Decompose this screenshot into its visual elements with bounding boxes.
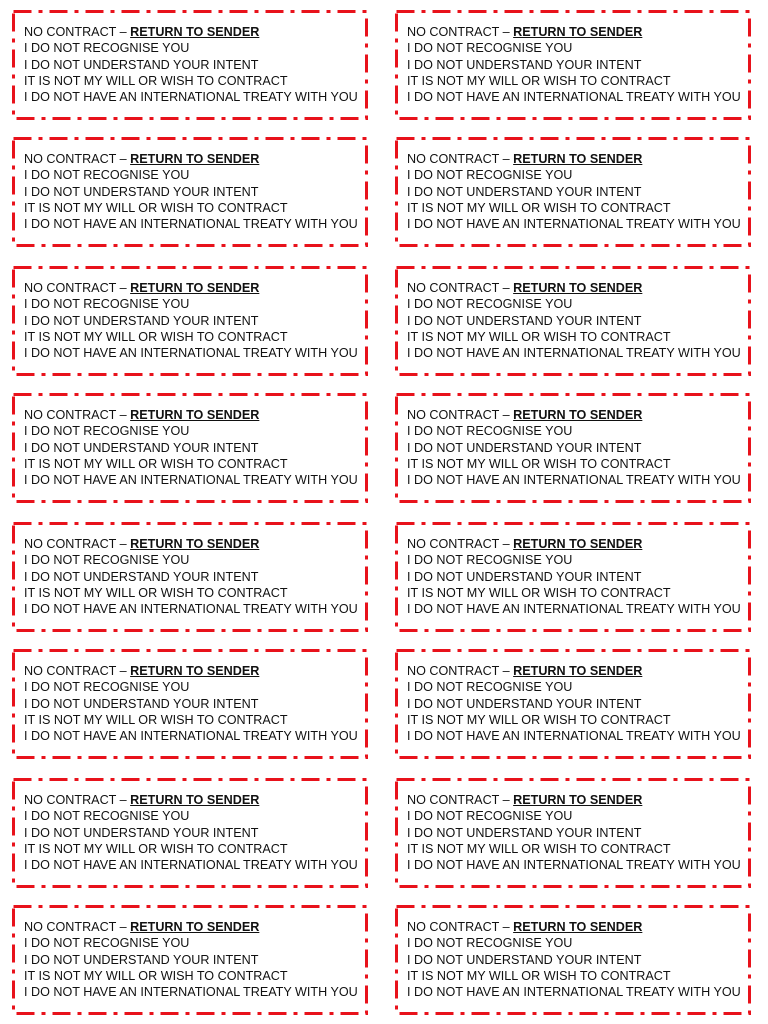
intent-line: I DO NOT UNDERSTAND YOUR INTENT	[24, 440, 259, 455]
return-to-sender-text: RETURN TO SENDER	[513, 152, 643, 166]
will-line: IT IS NOT MY WILL OR WISH TO CONTRACT	[24, 841, 288, 856]
recognise-line: I DO NOT RECOGNISE YOU	[407, 680, 573, 695]
recognise-line: I DO NOT RECOGNISE YOU	[24, 809, 190, 824]
treaty-line: I DO NOT HAVE AN INTERNATIONAL TREATY WITH YOU	[24, 729, 358, 744]
no-contract-text: NO CONTRACT –	[24, 664, 131, 678]
return-label-r7-c1	[12, 778, 368, 888]
no-contract-line	[24, 24, 368, 40]
recognise-line: I DO NOT RECOGNISE YOU	[407, 424, 573, 439]
return-to-sender-text: RETURN TO SENDER	[130, 793, 260, 807]
no-contract-text: NO CONTRACT –	[407, 537, 514, 551]
treaty-line: I DO NOT HAVE AN INTERNATIONAL TREATY WITH YOU	[407, 729, 741, 744]
treaty-line: I DO NOT HAVE AN INTERNATIONAL TREATY WITH YOU	[407, 90, 741, 105]
treaty-line: I DO NOT HAVE AN INTERNATIONAL TREATY WITH YOU	[407, 858, 741, 873]
return-to-sender-text: RETURN TO SENDER	[513, 537, 643, 551]
no-contract-line	[24, 151, 368, 167]
treaty-line: I DO NOT HAVE AN INTERNATIONAL TREATY WITH YOU	[407, 985, 741, 1000]
return-label-r5-c1	[12, 522, 368, 632]
return-label-r2-c2	[395, 137, 751, 247]
return-to-sender-text: RETURN TO SENDER	[513, 920, 643, 934]
recognise-line: I DO NOT RECOGNISE YOU	[407, 168, 573, 183]
will-line: IT IS NOT MY WILL OR WISH TO CONTRACT	[24, 456, 288, 471]
return-label-r1-c1	[12, 10, 368, 120]
return-label-r5-c2	[395, 522, 751, 632]
return-to-sender-text: RETURN TO SENDER	[513, 408, 643, 422]
intent-line: I DO NOT UNDERSTAND YOUR INTENT	[407, 313, 642, 328]
intent-line: I DO NOT UNDERSTAND YOUR INTENT	[407, 825, 642, 840]
recognise-line: I DO NOT RECOGNISE YOU	[24, 41, 190, 56]
will-line: IT IS NOT MY WILL OR WISH TO CONTRACT	[407, 968, 671, 983]
no-contract-line	[407, 663, 751, 679]
no-contract-text: NO CONTRACT –	[407, 281, 514, 295]
recognise-line: I DO NOT RECOGNISE YOU	[407, 41, 573, 56]
intent-line: I DO NOT UNDERSTAND YOUR INTENT	[24, 57, 259, 72]
return-label-r3-c2	[395, 266, 751, 376]
recognise-line: I DO NOT RECOGNISE YOU	[407, 936, 573, 951]
treaty-line: I DO NOT HAVE AN INTERNATIONAL TREATY WITH YOU	[407, 346, 741, 361]
return-label-r6-c1	[12, 649, 368, 759]
return-to-sender-text: RETURN TO SENDER	[513, 281, 643, 295]
no-contract-line	[24, 792, 368, 808]
return-to-sender-text: RETURN TO SENDER	[513, 25, 643, 39]
treaty-line: I DO NOT HAVE AN INTERNATIONAL TREATY WITH YOU	[24, 473, 358, 488]
will-line: IT IS NOT MY WILL OR WISH TO CONTRACT	[24, 968, 288, 983]
return-label-r4-c1	[12, 393, 368, 503]
will-line: IT IS NOT MY WILL OR WISH TO CONTRACT	[407, 200, 671, 215]
no-contract-line	[24, 280, 368, 296]
no-contract-text: NO CONTRACT –	[24, 793, 131, 807]
no-contract-text: NO CONTRACT –	[24, 537, 131, 551]
will-line: IT IS NOT MY WILL OR WISH TO CONTRACT	[407, 329, 671, 344]
no-contract-text: NO CONTRACT –	[24, 281, 131, 295]
recognise-line: I DO NOT RECOGNISE YOU	[24, 297, 190, 312]
treaty-line: I DO NOT HAVE AN INTERNATIONAL TREATY WITH YOU	[24, 217, 358, 232]
return-to-sender-text: RETURN TO SENDER	[513, 664, 643, 678]
return-to-sender-text: RETURN TO SENDER	[130, 920, 260, 934]
return-label-r4-c2	[395, 393, 751, 503]
will-line: IT IS NOT MY WILL OR WISH TO CONTRACT	[407, 73, 671, 88]
treaty-line: I DO NOT HAVE AN INTERNATIONAL TREATY WITH YOU	[407, 217, 741, 232]
no-contract-text: NO CONTRACT –	[407, 408, 514, 422]
no-contract-text: NO CONTRACT –	[407, 25, 514, 39]
recognise-line: I DO NOT RECOGNISE YOU	[24, 680, 190, 695]
treaty-line: I DO NOT HAVE AN INTERNATIONAL TREATY WITH YOU	[407, 473, 741, 488]
no-contract-text: NO CONTRACT –	[407, 793, 514, 807]
no-contract-text: NO CONTRACT –	[407, 920, 514, 934]
return-to-sender-text: RETURN TO SENDER	[130, 152, 260, 166]
return-label-r8-c2	[395, 905, 751, 1015]
treaty-line: I DO NOT HAVE AN INTERNATIONAL TREATY WITH YOU	[407, 602, 741, 617]
recognise-line: I DO NOT RECOGNISE YOU	[407, 297, 573, 312]
no-contract-text: NO CONTRACT –	[407, 664, 514, 678]
recognise-line: I DO NOT RECOGNISE YOU	[407, 809, 573, 824]
will-line: IT IS NOT MY WILL OR WISH TO CONTRACT	[24, 73, 288, 88]
no-contract-line	[24, 663, 368, 679]
intent-line: I DO NOT UNDERSTAND YOUR INTENT	[407, 696, 642, 711]
no-contract-text: NO CONTRACT –	[24, 920, 131, 934]
treaty-line: I DO NOT HAVE AN INTERNATIONAL TREATY WITH YOU	[24, 90, 358, 105]
no-contract-line	[24, 919, 368, 935]
no-contract-line	[407, 24, 751, 40]
intent-line: I DO NOT UNDERSTAND YOUR INTENT	[24, 313, 259, 328]
return-label-r6-c2	[395, 649, 751, 759]
return-to-sender-text: RETURN TO SENDER	[130, 281, 260, 295]
return-to-sender-text: RETURN TO SENDER	[130, 537, 260, 551]
will-line: IT IS NOT MY WILL OR WISH TO CONTRACT	[24, 200, 288, 215]
intent-line: I DO NOT UNDERSTAND YOUR INTENT	[24, 184, 259, 199]
no-contract-line	[407, 536, 751, 552]
will-line: IT IS NOT MY WILL OR WISH TO CONTRACT	[407, 841, 671, 856]
intent-line: I DO NOT UNDERSTAND YOUR INTENT	[24, 696, 259, 711]
return-to-sender-text: RETURN TO SENDER	[130, 664, 260, 678]
recognise-line: I DO NOT RECOGNISE YOU	[24, 168, 190, 183]
will-line: IT IS NOT MY WILL OR WISH TO CONTRACT	[24, 329, 288, 344]
no-contract-line	[407, 407, 751, 423]
intent-line: I DO NOT UNDERSTAND YOUR INTENT	[24, 952, 259, 967]
no-contract-text: NO CONTRACT –	[407, 152, 514, 166]
return-to-sender-text: RETURN TO SENDER	[130, 25, 260, 39]
return-label-r7-c2	[395, 778, 751, 888]
return-label-r3-c1	[12, 266, 368, 376]
return-label-r1-c2	[395, 10, 751, 120]
intent-line: I DO NOT UNDERSTAND YOUR INTENT	[24, 825, 259, 840]
recognise-line: I DO NOT RECOGNISE YOU	[24, 553, 190, 568]
treaty-line: I DO NOT HAVE AN INTERNATIONAL TREATY WITH YOU	[24, 602, 358, 617]
recognise-line: I DO NOT RECOGNISE YOU	[24, 424, 190, 439]
intent-line: I DO NOT UNDERSTAND YOUR INTENT	[407, 57, 642, 72]
will-line: IT IS NOT MY WILL OR WISH TO CONTRACT	[407, 456, 671, 471]
return-label-r2-c1	[12, 137, 368, 247]
intent-line: I DO NOT UNDERSTAND YOUR INTENT	[407, 569, 642, 584]
intent-line: I DO NOT UNDERSTAND YOUR INTENT	[407, 184, 642, 199]
treaty-line: I DO NOT HAVE AN INTERNATIONAL TREATY WITH YOU	[24, 985, 358, 1000]
treaty-line: I DO NOT HAVE AN INTERNATIONAL TREATY WITH YOU	[24, 858, 358, 873]
return-label-r8-c1	[12, 905, 368, 1015]
no-contract-line	[24, 536, 368, 552]
recognise-line: I DO NOT RECOGNISE YOU	[407, 553, 573, 568]
return-to-sender-text: RETURN TO SENDER	[130, 408, 260, 422]
no-contract-text: NO CONTRACT –	[24, 152, 131, 166]
will-line: IT IS NOT MY WILL OR WISH TO CONTRACT	[24, 712, 288, 727]
no-contract-line	[407, 919, 751, 935]
intent-line: I DO NOT UNDERSTAND YOUR INTENT	[407, 952, 642, 967]
will-line: IT IS NOT MY WILL OR WISH TO CONTRACT	[407, 585, 671, 600]
no-contract-text: NO CONTRACT –	[24, 25, 131, 39]
no-contract-text: NO CONTRACT –	[24, 408, 131, 422]
return-to-sender-text: RETURN TO SENDER	[513, 793, 643, 807]
will-line: IT IS NOT MY WILL OR WISH TO CONTRACT	[24, 585, 288, 600]
intent-line: I DO NOT UNDERSTAND YOUR INTENT	[407, 440, 642, 455]
no-contract-line	[24, 407, 368, 423]
treaty-line: I DO NOT HAVE AN INTERNATIONAL TREATY WITH YOU	[24, 346, 358, 361]
intent-line: I DO NOT UNDERSTAND YOUR INTENT	[24, 569, 259, 584]
no-contract-line	[407, 151, 751, 167]
no-contract-line	[407, 792, 751, 808]
will-line: IT IS NOT MY WILL OR WISH TO CONTRACT	[407, 712, 671, 727]
no-contract-line	[407, 280, 751, 296]
recognise-line: I DO NOT RECOGNISE YOU	[24, 936, 190, 951]
